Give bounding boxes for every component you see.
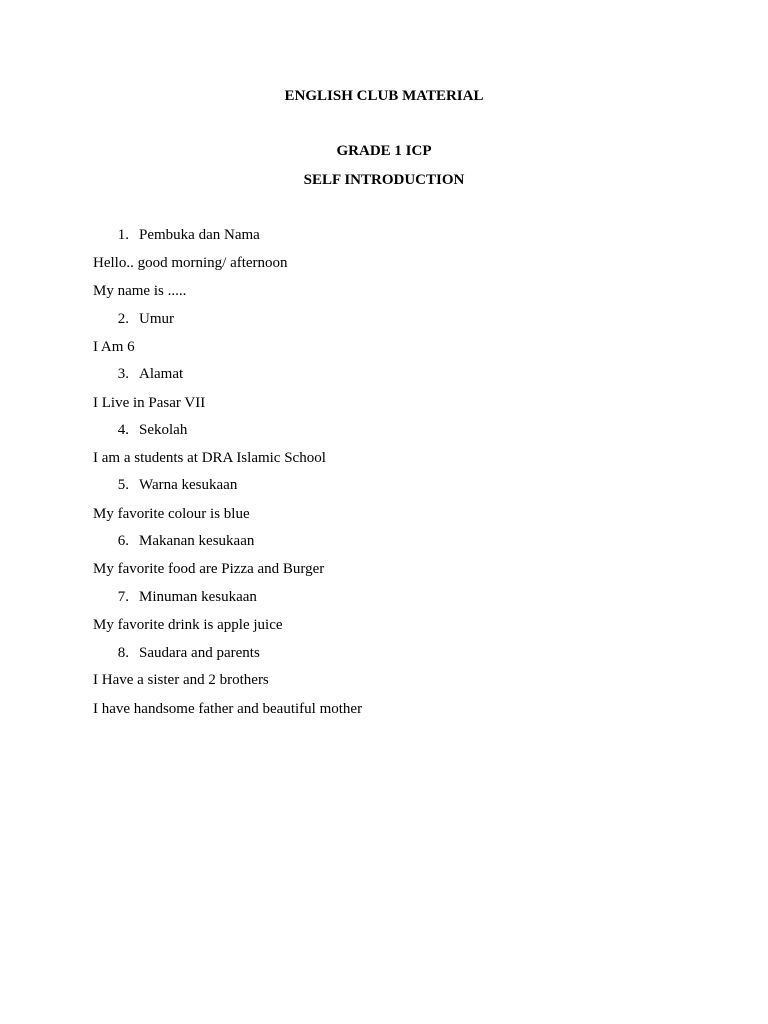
topic-heading: SELF INTRODUCTION <box>303 172 465 188</box>
example-sentence: My favorite food are Pizza and Burger <box>93 561 325 577</box>
list-item-label: Makanan kesukaan <box>139 533 255 549</box>
example-sentence: My favorite drink is apple juice <box>93 617 283 633</box>
example-sentence: I have handsome father and beautiful mother <box>93 701 363 717</box>
list-item-number: 7. <box>117 589 129 605</box>
list-item-number: 3. <box>117 366 129 382</box>
example-sentence: My name is ..... <box>93 283 187 299</box>
example-sentence: Hello.. good morning/ afternoon <box>93 255 288 271</box>
grade-heading: GRADE 1 ICP <box>336 143 432 159</box>
list-item-number: 6. <box>117 533 129 549</box>
list-item-label: Pembuka dan Nama <box>139 227 260 243</box>
list-item-number: 4. <box>117 422 129 438</box>
list-item-number: 1. <box>117 227 129 243</box>
example-sentence: I am a students at DRA Islamic School <box>93 450 326 466</box>
list-item-label: Saudara and parents <box>139 645 260 661</box>
list-item-label: Warna kesukaan <box>139 477 238 493</box>
example-sentence: I Am 6 <box>93 339 135 355</box>
list-item-number: 8. <box>117 645 129 661</box>
list-item-label: Sekolah <box>139 422 188 438</box>
list-item-number: 2. <box>117 311 129 327</box>
list-item-number: 5. <box>117 477 129 493</box>
list-item-label: Minuman kesukaan <box>139 589 257 605</box>
example-sentence: I Live in Pasar VII <box>93 395 206 411</box>
document-title: ENGLISH CLUB MATERIAL <box>284 88 484 104</box>
example-sentence: I Have a sister and 2 brothers <box>93 672 269 688</box>
example-sentence: My favorite colour is blue <box>93 506 250 522</box>
list-item-label: Umur <box>139 311 174 327</box>
list-item-label: Alamat <box>139 366 184 382</box>
